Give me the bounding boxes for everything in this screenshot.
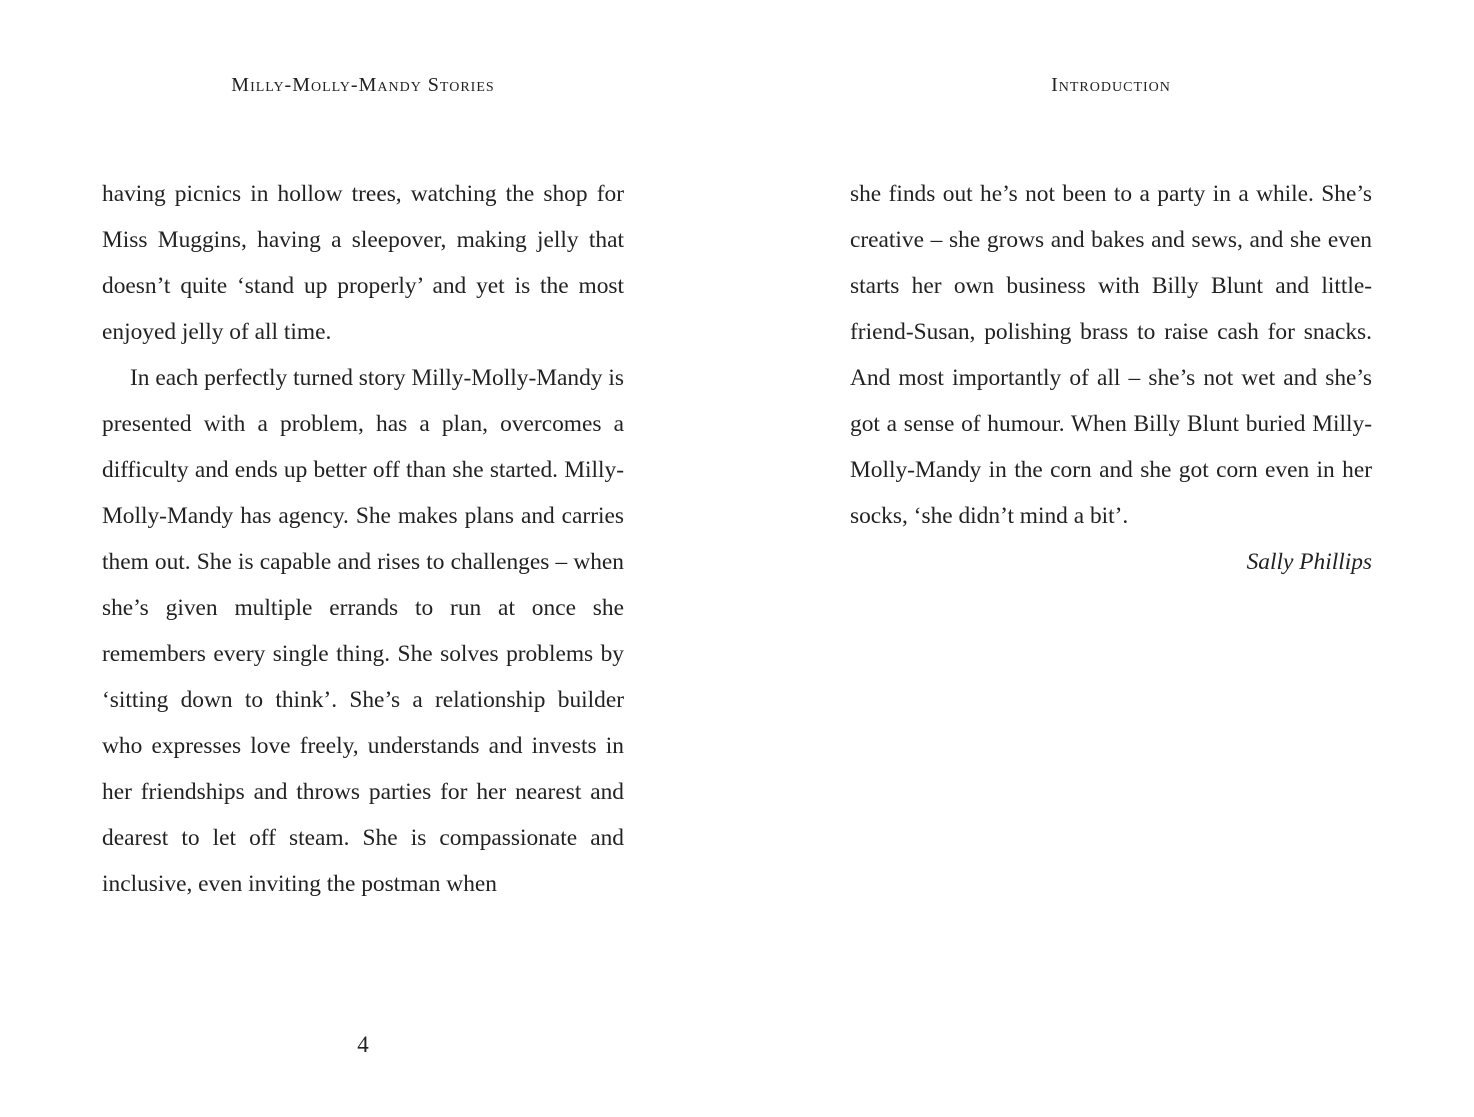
right-page (850, 0, 1372, 1117)
paragraph: In each perfectly turned story Milly-Molly-Mandy is presented with a problem, has a plan, overcomes a difficulty and ends up better off than she started. Milly-Molly-Mandy has agency. She makes plans and carries them out. She is capable and rises to challenges – when she’s given multiple errands to run at once she remembers every single thing. She solves problems by ‘sitting down to think’. She’s a relationship builder who expresses love freely, understands and invests in her friendships and throws parties for her nearest and dearest to let off steam. She is compassionate and inclusive, even inviting the postman when (102, 365, 624, 897)
left-page (102, 0, 624, 1117)
body-text (102, 171, 624, 907)
body-text (850, 171, 1372, 585)
page-number: 4 (357, 1032, 369, 1057)
paragraph: having picnics in hollow trees, watching the shop for Miss Muggins, having a sleepover, making jelly that doesn’t quite ‘stand up properly’ and yet is the most enjoyed jelly of all time. (102, 181, 624, 345)
running-head-chapter-title: Introduction (1051, 74, 1171, 96)
paragraph: she finds out he’s not been to a party in a while. She’s creative – she grows and bakes and sews, and she even starts her own business with Billy Blunt and little-friend-Susan, polishing brass to raise cash for snacks. And most importantly of all – she’s not wet and she’s got a sense of humour. When Billy Blunt buried Milly-Molly-Mandy in the corn and she got corn even in her socks, ‘she didn’t mind a bit’. (850, 181, 1372, 529)
author-signature: Sally Phillips (1246, 549, 1372, 575)
running-head-book-title: Milly-Molly-Mandy Stories (231, 74, 495, 96)
